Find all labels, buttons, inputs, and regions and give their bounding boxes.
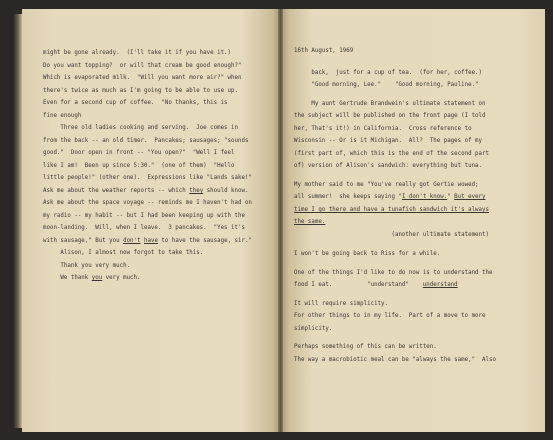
right-text-line — [294, 126, 472, 133]
left-text-line — [43, 188, 248, 195]
text-run: Which is evaporated milk. "Will you want more air?" when — [43, 75, 242, 81]
left-text-line — [43, 175, 252, 182]
underlined-text: the same. — [294, 219, 326, 225]
page-stack-edge — [14, 14, 22, 428]
text-run: little people!" (other one). Expressions like "Lands sake!" — [43, 175, 252, 181]
text-run: the subject will be published on the front page (I told — [294, 113, 486, 119]
text-run: We thank — [43, 275, 92, 281]
right-text-line — [294, 138, 482, 145]
right-text-line — [294, 194, 486, 201]
right-text-line — [294, 70, 482, 77]
left-text-line — [43, 250, 203, 257]
underlined-text: you — [91, 275, 103, 281]
text-run: Ask me about the weather reports -- which — [43, 188, 190, 194]
right-text-line — [294, 207, 489, 214]
right-text-line — [294, 232, 489, 239]
underlined-text: have — [144, 238, 158, 244]
text-run: Ask me about the space voyage -- reminds me I haven't had on — [43, 200, 252, 206]
text-run: Wisconsin -- Or is it Michigan. All? The pages of my — [294, 138, 483, 144]
text-run: The way a macrobiotic meal can be "always the same," Also — [294, 357, 496, 363]
right-text-line — [294, 270, 492, 277]
text-run: One of the things I'd like to do now is to understand the — [294, 270, 493, 276]
text-run: Do you want topping? or will that cream be good enough?" — [43, 63, 242, 69]
right-text-line — [294, 82, 479, 89]
underlined-text: I don't know. — [401, 194, 448, 200]
left-text-line — [43, 75, 241, 82]
right-text-line — [294, 326, 332, 333]
left-text-line — [43, 113, 81, 120]
right-text-line — [294, 344, 437, 351]
right-text-line — [294, 163, 482, 170]
text-run: very much. — [102, 275, 141, 281]
text-run: should know. — [203, 188, 249, 194]
text-run: my radio -- my habit -- but I had been keeping up with the — [43, 213, 245, 219]
left-text-line — [43, 263, 130, 270]
underlined-text: But every — [454, 194, 486, 200]
text-run: her, That's it!) in California. Cross reference to — [294, 126, 472, 132]
underlined-text: time I go there and have a tunafish sandwich it's always — [294, 207, 489, 213]
text-run: back, just for a cup of tea. (for her, coffee.) — [294, 70, 483, 76]
left-text-line — [43, 88, 238, 95]
text-run: (another ultimate statement) — [294, 232, 489, 238]
right-text-line — [294, 113, 486, 120]
text-run: For other things to in my life. Part of a move to more — [294, 313, 486, 319]
underlined-text: don't — [123, 238, 141, 244]
text-run: good." Door open in front -- "You open?" "Well I feel — [43, 150, 235, 156]
left-text-line — [43, 100, 228, 107]
underlined-text: they — [189, 188, 204, 194]
right-text-line — [294, 101, 486, 108]
text-run: My aunt Gertrude Brandwein's ultimate statement on — [294, 101, 486, 107]
left-text-line — [43, 138, 248, 145]
text-run: "Good morning, Lee." "Good morning, Pauline." — [294, 82, 479, 88]
text-run: might be gone already. (I'll take it if you have it.) — [43, 50, 232, 56]
left-text-line — [43, 150, 235, 157]
left-text-line — [43, 225, 245, 232]
text-run: all summer! she keeps saying " — [294, 194, 402, 200]
left-text-line — [43, 275, 141, 282]
left-text-line — [43, 63, 241, 70]
left-page — [22, 9, 280, 432]
text-run: Thank you very much. — [43, 263, 131, 269]
right-text-line — [294, 182, 479, 189]
text-run: of) version of Alison's sandwich: everything but tuna. — [294, 163, 483, 169]
right-text-line — [294, 282, 458, 289]
text-run: food I eat. "understand" — [294, 282, 423, 288]
text-run: there's twice as much as I'm going to be able to use up. — [43, 88, 238, 94]
left-text-line — [43, 238, 252, 245]
text-run: I won't be going back to Riss for a while. — [294, 251, 441, 257]
right-text-line — [294, 313, 486, 320]
left-text-line — [43, 200, 252, 207]
text-run: Three old ladies cooking and serving. Joe comes in — [43, 125, 238, 131]
left-text-line — [43, 213, 245, 220]
page-date: 16th August, 1969 — [294, 48, 354, 54]
text-run: Even for a second cup of coffee. "No thanks, this is — [43, 100, 228, 106]
text-run: like I am! Been up since 5:30." (one of them) "Hello — [43, 163, 235, 169]
text-run: " — [447, 194, 455, 200]
text-run: simplicity. — [294, 326, 333, 332]
right-text-line — [294, 219, 325, 226]
underlined-text: understand — [422, 282, 458, 288]
text-run: Alison, I almost now forgot to take this. — [43, 250, 204, 256]
left-text-line — [43, 163, 235, 170]
left-text-line — [43, 50, 231, 57]
text-run: fine enough — [43, 113, 82, 119]
text-run: moon-landing. Will, when I leave. 3 pancakes. "Yes it's — [43, 225, 245, 231]
right-text-line — [294, 251, 440, 258]
right-page — [281, 9, 545, 432]
text-run: (first part of, which this is the end of the second part — [294, 151, 489, 157]
text-run: My mother said to me "You've really got Gertie wowed; — [294, 182, 479, 188]
right-text-line — [294, 151, 489, 158]
text-run: to have the sausage, sir." — [157, 238, 252, 244]
text-run: It will require simplicity. — [294, 301, 389, 307]
right-text-line — [294, 301, 388, 308]
text-run: with sausage," But you — [43, 238, 124, 244]
text-run: Perhaps something of this can be written. — [294, 344, 437, 350]
right-text-line — [294, 357, 496, 364]
book-gutter — [278, 9, 283, 432]
text-run: from the back -- an old timer. Pancakes; sausages; "sounds — [43, 138, 249, 144]
left-text-line — [43, 125, 238, 132]
